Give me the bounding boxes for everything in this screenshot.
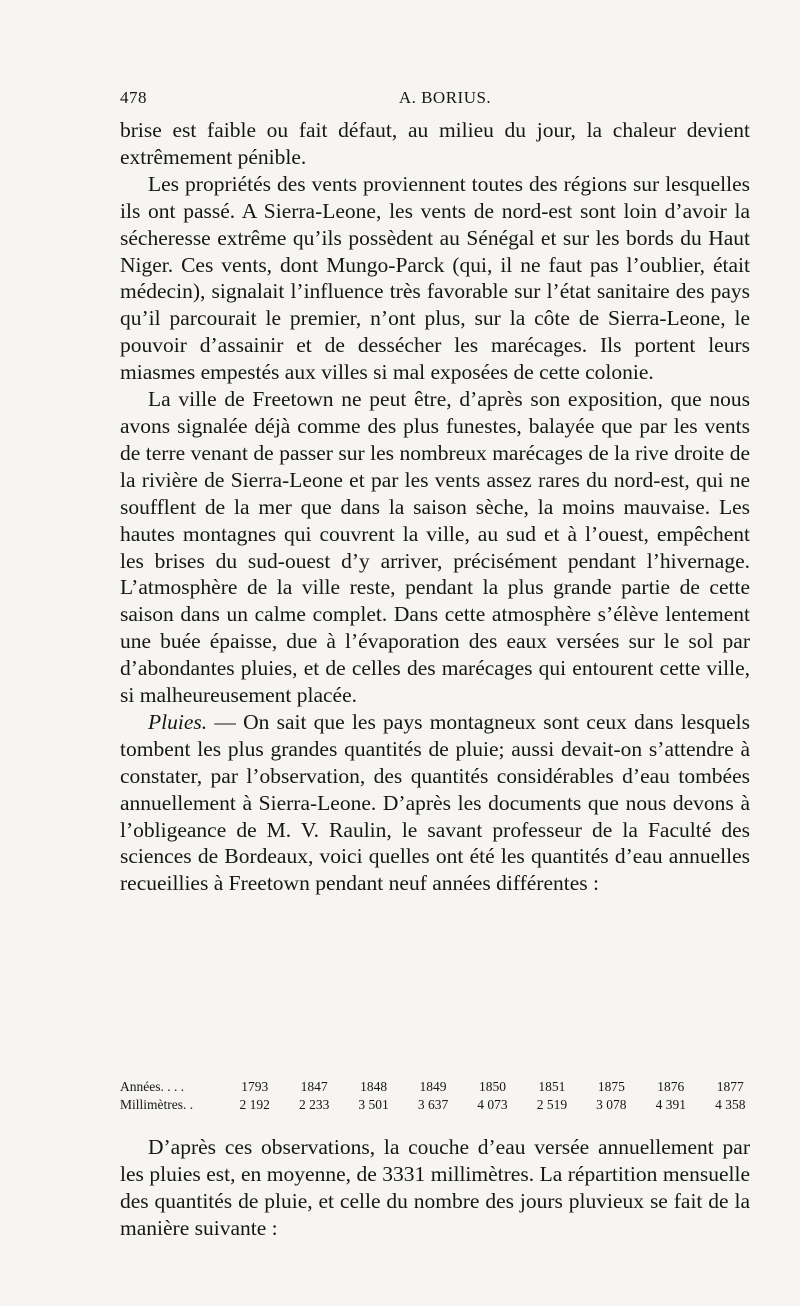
page-number: 478 [120, 88, 147, 107]
closing-paragraph: D’après ces observations, la couche d’eau versée annuellement par les pluies est, en moyenne, de 3331 millimètres. La répartition mensuelle des quantités de pluie, et celle du nombre des jours pluvieux se fait de la manière suivante : [120, 1135, 750, 1240]
paragraph-3: La ville de Freetown ne peut être, d’après son exposition, que nous avons signalée déjà comme des plus funestes, balayée que par les vents de terre venant de passer sur les nombreux marécages de la rive droite de la rivière de Sierra-Leone et par les vents assez rares du nord-est, qui ne soufflent de la mer que dans la saison sèche, la moins mauvaise. Les hautes montagnes qui couvrent la ville, au sud et à l’ouest, empêchent les brises du sud-ouest d’y arriver, précisément pendant l’hivernage. L’atmosphère de la ville reste, pendant la plus grande partie de cette saison dans un calme complet. Dans cette atmosphère s’élève lentement une buée épaisse, due à l’évaporation des eaux versées sur le sol par d’abondantes pluies, et de celles des marécages qui entourent cette ville, si malheureusement placée. [120, 387, 750, 708]
paragraph-pluies [120, 709, 750, 897]
millimetres-label: Millimètres. . [120, 1097, 194, 1112]
table-cell-year: 1849 [419, 1079, 447, 1094]
table-cell-year: 1875 [597, 1079, 625, 1094]
table-cell-mm: 4 358 [715, 1097, 746, 1112]
table-cell-year: 1793 [241, 1079, 269, 1094]
table-row-years [120, 1078, 760, 1096]
pluies-text: — On sait que les pays montagneux sont ceux dans lesquels tombent les plus grandes quantités de pluie; aussi devait-on s’attendre à constater, par l’observation, des quantités considérables d’eau tombées annuellement à Sierra-Leone. D’après les documents que nous devons à l’obligeance de M. V. Raulin, le savant professeur de la Faculté des sciences de Bordeaux, voici quelles ont été les quantités d’eau annuelles recueillies à Freetown pendant neuf années différentes : [120, 709, 750, 896]
table-cell-year: 1876 [657, 1079, 685, 1094]
table-cell-mm: 3 078 [596, 1097, 627, 1112]
closing-text [120, 1134, 750, 1242]
table-cell-year: 1851 [538, 1079, 566, 1094]
table-cell-year: 1850 [478, 1079, 506, 1094]
table-cell-mm: 3 501 [358, 1097, 389, 1112]
rainfall-table [120, 1078, 760, 1114]
running-head: A. BORIUS. [398, 88, 492, 107]
table-cell-mm: 4 391 [655, 1097, 686, 1112]
table-row-millimetres [120, 1096, 760, 1114]
table-cell-year: 1877 [716, 1079, 744, 1094]
table-cell-year: 1847 [300, 1079, 328, 1094]
table-cell-mm: 3 637 [417, 1097, 449, 1112]
years-label: Années. . . . [120, 1079, 185, 1094]
page-header [120, 88, 750, 112]
table-cell-year: 1848 [360, 1079, 388, 1094]
paragraph-1: brise est faible ou fait défaut, au milieu du jour, la chaleur devient extrêmement pénible. [120, 118, 750, 169]
table-cell-mm: 2 519 [536, 1097, 568, 1112]
paragraph-2: Les propriétés des vents proviennent toutes des régions sur lesquelles ils ont passé. A Sierra-Leone, les vents de nord-est sont loin d’avoir la sécheresse extrême qu’ils possèdent au Sénégal et sur les bords du Haut Niger. Ces vents, dont Mungo-Parck (qui, il ne faut pas l’oublier, était médecin), signalait l’influence très favorable sur l’état sanitaire des pays qu’il parcourait le premier, n’ont plus, sur la côte de Sierra-Leone, le pouvoir d’assainir et de dessécher les marécages. Ils portent leurs miasmes empestés aux villes si mal exposées de cette colonie. [120, 171, 750, 385]
pluies-heading: Pluies. [148, 709, 208, 734]
table-cell-mm: 4 073 [477, 1097, 508, 1112]
table-cell-mm: 2 233 [298, 1097, 330, 1112]
body-text [120, 117, 750, 897]
table-cell-mm: 2 192 [239, 1097, 270, 1112]
